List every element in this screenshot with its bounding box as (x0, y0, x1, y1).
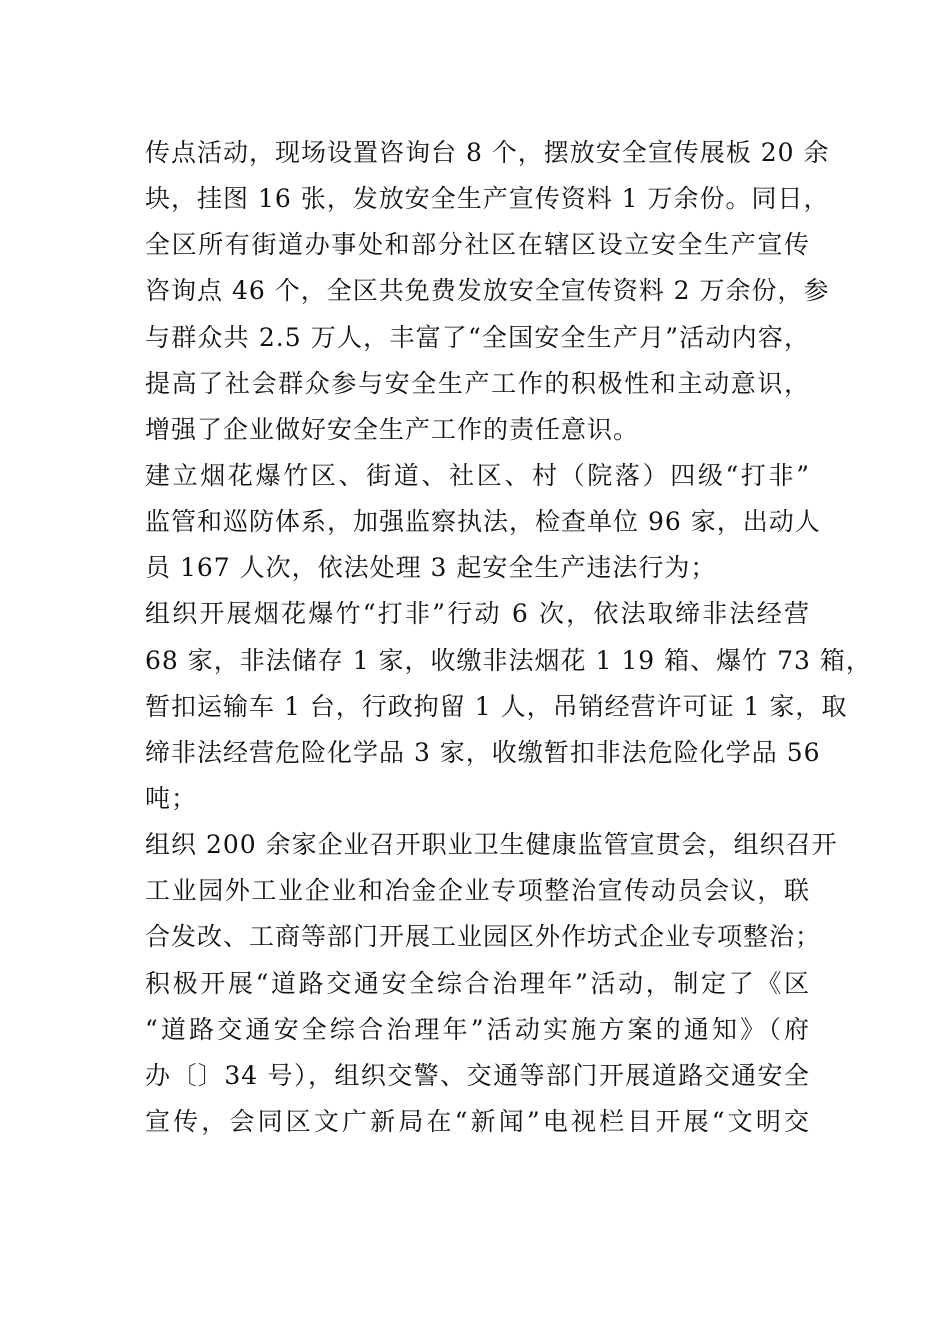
text-line: 宣传，会同区文广新局在“新闻”电视栏目开展“文明交 (145, 1106, 810, 1136)
text-line: 增强了企业做好安全生产工作的责任意识。 (145, 414, 640, 444)
text-line: 吨； (145, 783, 198, 813)
text-line: 员 167 人次，依法处理 3 起安全生产违法行为； (145, 553, 717, 583)
text-line: 工业园外工业企业和冶金企业专项整治宣传动员会议，联 (145, 876, 810, 906)
text-line: 组织开展烟花爆竹“打非”行动 6 次，依法取缔非法经营 (145, 599, 810, 629)
text-line: 组织 200 余家企业召开职业卫生健康监管宣贯会，组织召开 (145, 830, 838, 860)
text-line: 提高了社会群众参与安全生产工作的积极性和主动意识， (145, 368, 810, 398)
text-line: 监管和巡防体系，加强监察执法，检查单位 96 家，出动人 (145, 507, 821, 537)
text-line: 合发改、工商等部门开展工业园区外作坊式企业专项整治； (145, 922, 822, 952)
text-line: 68 家，非法储存 1 家，收缴非法烟花 1 19 箱、爆竹 73 箱， (145, 645, 872, 675)
text-line: 建立烟花爆竹区、街道、社区、村（院落）四级“打非” (145, 460, 810, 490)
text-line: 全区所有街道办事处和部分社区在辖区设立安全生产宣传 (145, 230, 810, 260)
text-line: 办〔〕34 号），组织交警、交通等部门开展道路交通安全 (145, 1060, 810, 1090)
text-line: 暂扣运输车 1 台，行政拘留 1 人，吊销经营许可证 1 家，取 (145, 691, 848, 721)
text-line: 缔非法经营危险化学品 3 家，收缴暂扣非法危险化学品 56 (145, 737, 821, 767)
text-line: 块，挂图 16 张，发放安全生产宣传资料 1 万余份。同日， (145, 184, 830, 214)
text-line: 传点活动，现场设置咨询台 8 个，摆放安全宣传展板 20 余 (145, 138, 830, 167)
text-line: 咨询点 46 个，全区共免费发放安全宣传资料 2 万余份，参 (145, 276, 830, 306)
text-line: 积极开展“道路交通安全综合治理年”活动，制定了《区 (145, 968, 810, 998)
text-line: “道路交通安全综合治理年”活动实施方案的通知》（府 (145, 1014, 810, 1044)
body-text (145, 130, 872, 1145)
text-line: 与群众共 2.5 万人，丰富了“全国安全生产月”活动内容， (145, 322, 810, 352)
